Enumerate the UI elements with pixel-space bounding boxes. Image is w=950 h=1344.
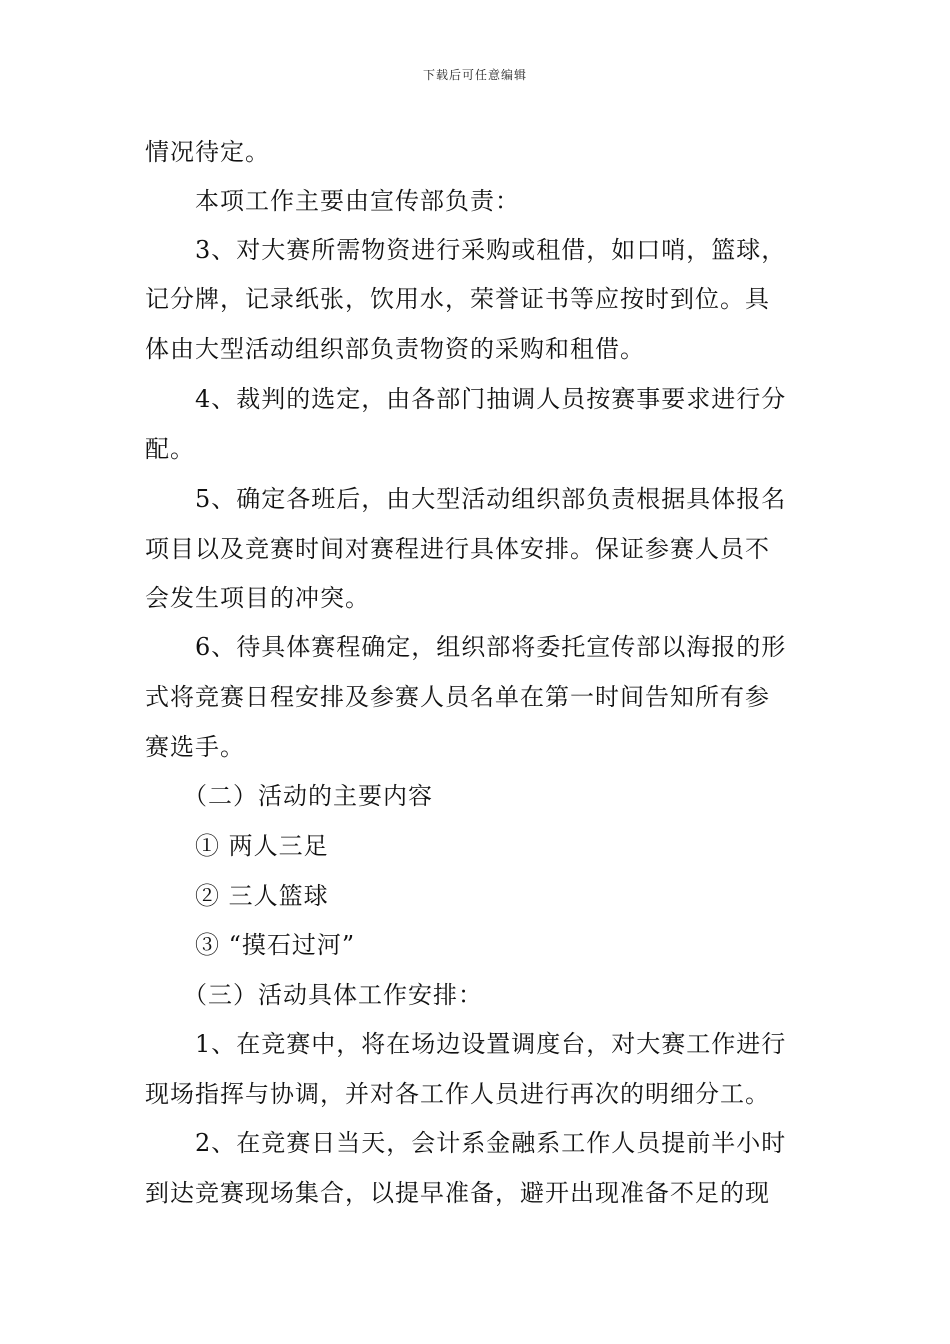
page-header: 下载后可任意编辑 — [422, 68, 527, 82]
paragraph-line: 记分牌，记录纸张，饮用水，荣誉证书等应按时到位。具 — [145, 285, 770, 313]
paragraph-line: 会发生项目的冲突。 — [145, 584, 370, 612]
list-item: ① 两人三足 — [195, 832, 329, 860]
paragraph-line: 3、对大赛所需物资进行采购或租借，如口哨，篮球， — [195, 236, 787, 264]
paragraph-line: 到达竞赛现场集合，以提早准备，避开出现准备不足的现 — [145, 1179, 770, 1207]
paragraph-line: 项目以及竞赛时间对赛程进行具体安排。保证参赛人员不 — [145, 535, 770, 563]
paragraph-line: 2、在竞赛日当天，会计系金融系工作人员提前半小时 — [195, 1129, 787, 1157]
section-heading: （二）活动的主要内容 — [183, 782, 433, 810]
paragraph-line: 4、裁判的选定，由各部门抽调人员按赛事要求进行分 — [195, 385, 787, 413]
paragraph-line: 6、待具体赛程确定，组织部将委托宣传部以海报的形 — [195, 633, 787, 661]
paragraph-line: 配。 — [145, 435, 195, 463]
section-heading: （三）活动具体工作安排： — [183, 981, 483, 1009]
paragraph-line: 赛选手。 — [145, 733, 245, 761]
list-item: ② 三人篮球 — [195, 882, 329, 910]
paragraph-line: 情况待定。 — [145, 138, 270, 166]
paragraph-line: 式将竞赛日程安排及参赛人员名单在第一时间告知所有参 — [145, 683, 770, 711]
paragraph-line: 体由大型活动组织部负责物资的采购和租借。 — [145, 335, 645, 363]
paragraph-line: 5、确定各班后，由大型活动组织部负责根据具体报名 — [195, 485, 787, 513]
paragraph-line: 1、在竞赛中，将在场边设置调度台，对大赛工作进行 — [195, 1030, 787, 1058]
list-item: ③ “摸石过河” — [195, 931, 356, 959]
paragraph-line: 现场指挥与协调，并对各工作人员进行再次的明细分工。 — [145, 1080, 770, 1108]
paragraph-line: 本项工作主要由宣传部负责： — [195, 187, 520, 215]
